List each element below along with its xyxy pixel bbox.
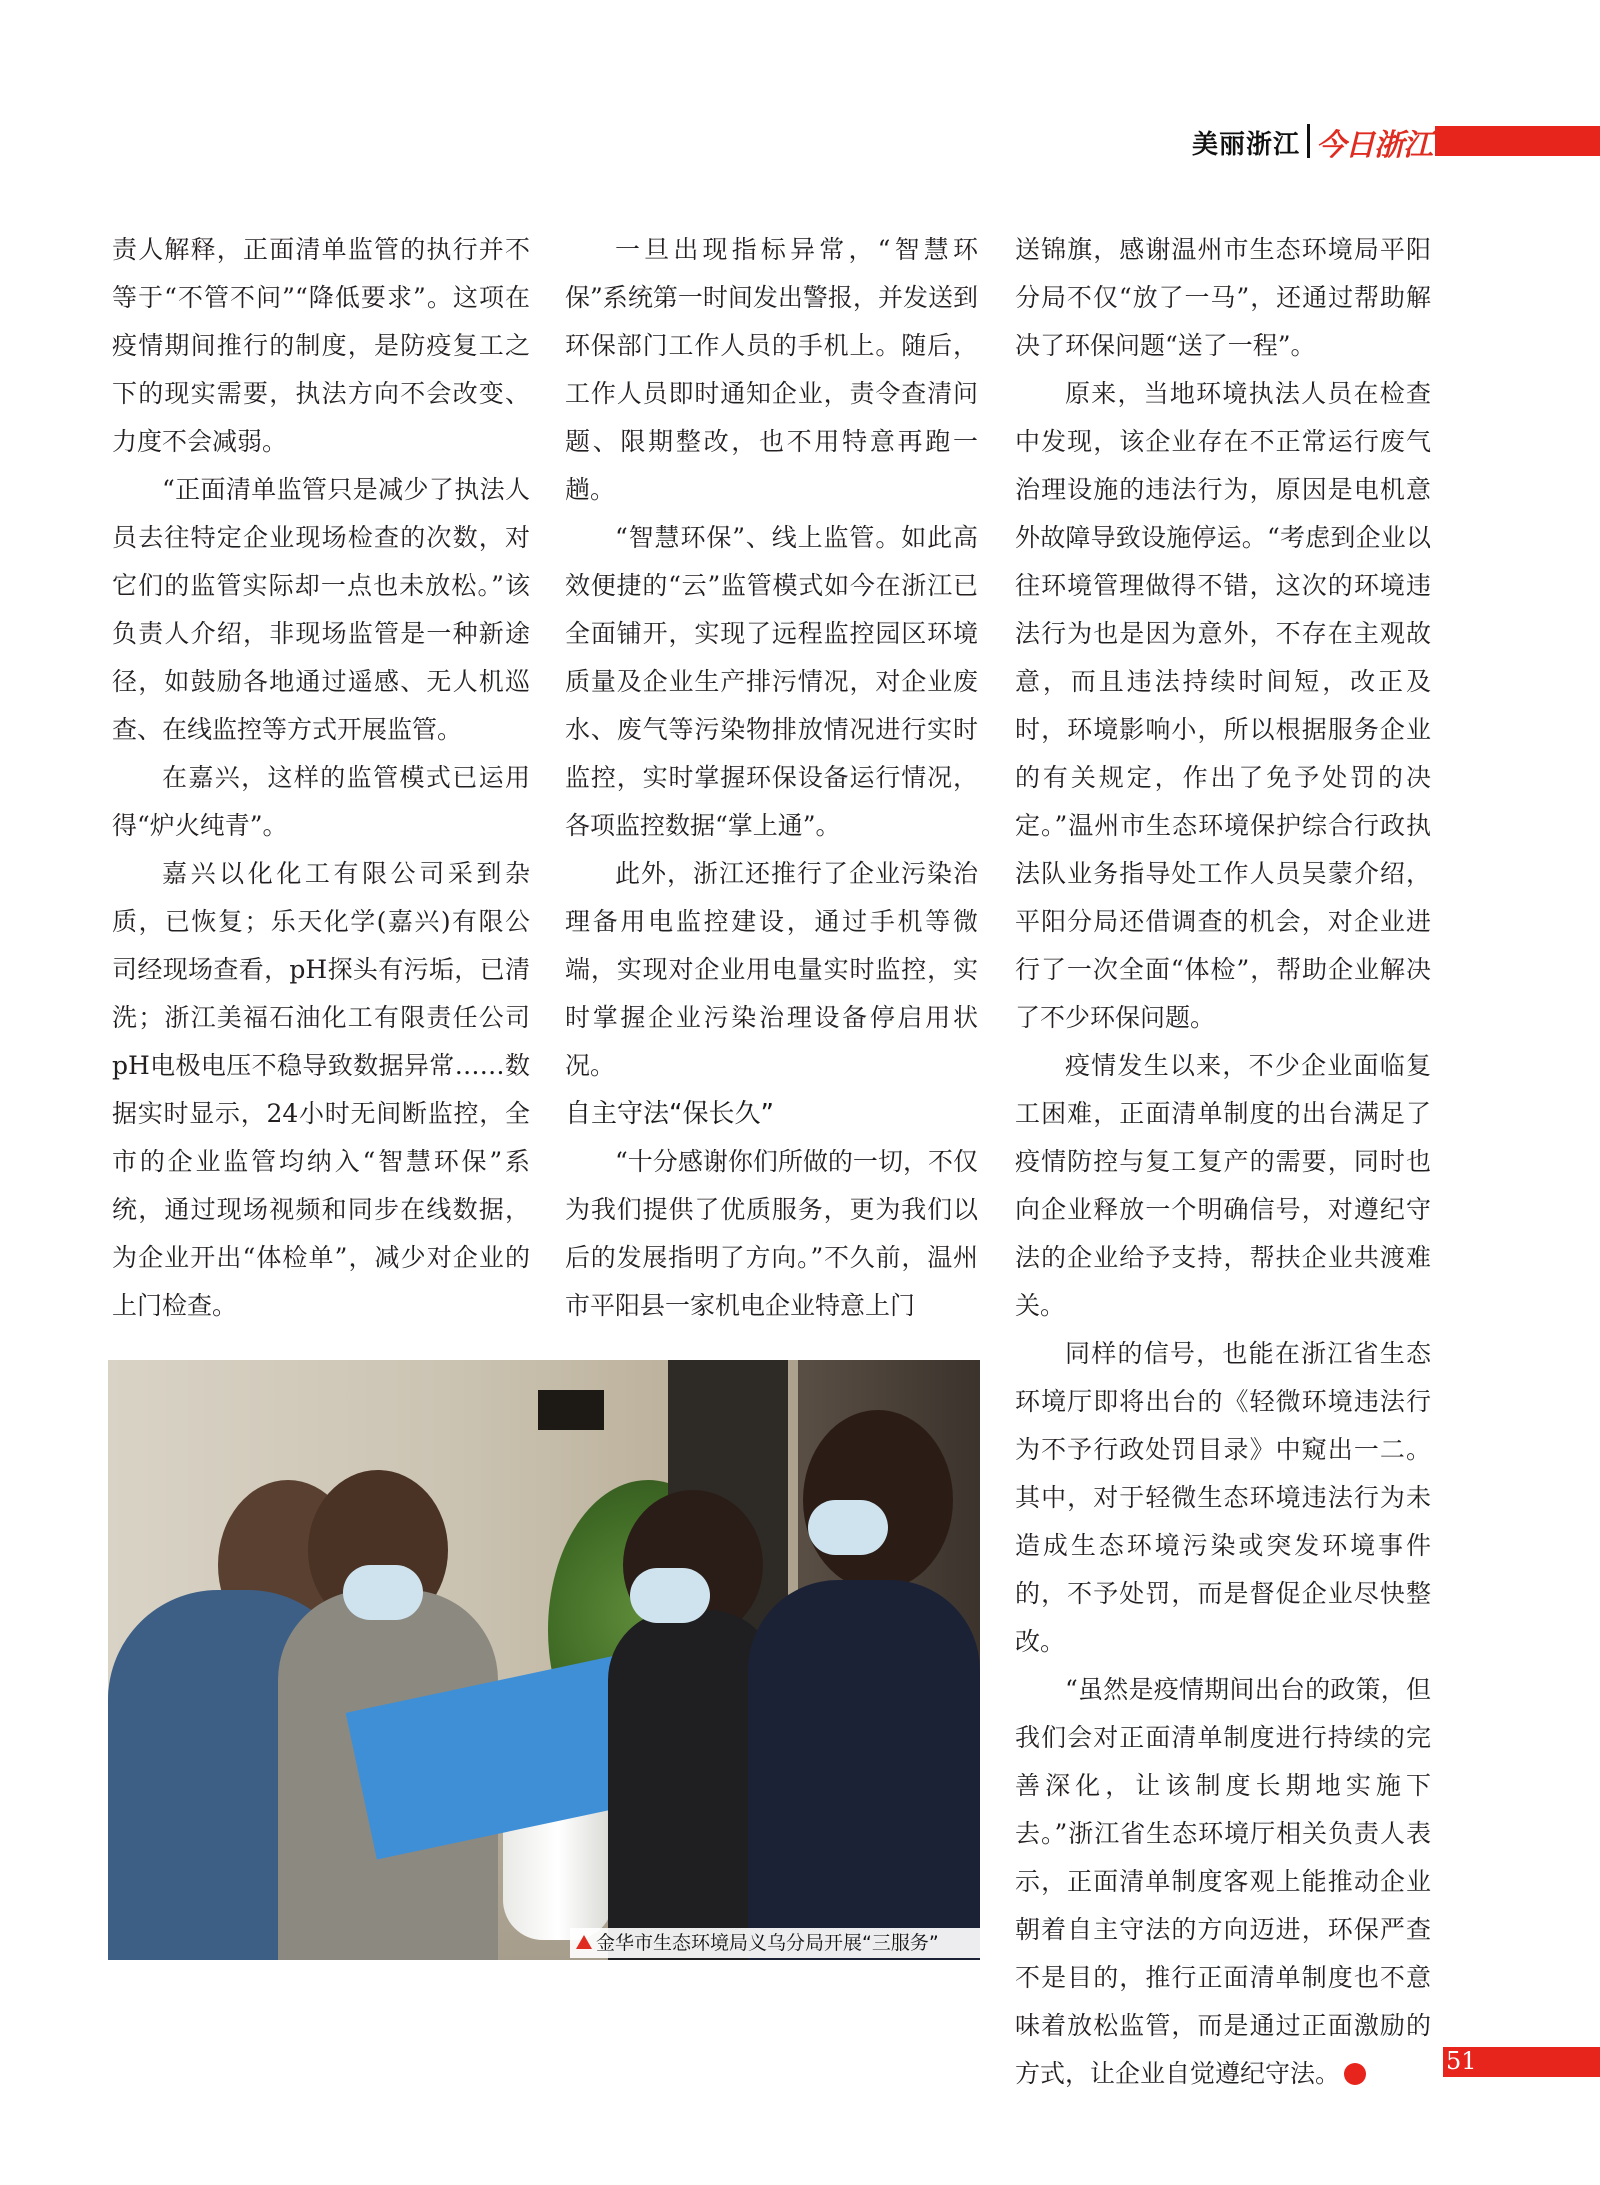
photo-caption-text: 金华市生态环境局义乌分局开展“三服务” (596, 1932, 939, 1954)
article-column-3 (1015, 226, 1431, 2098)
end-mark-icon (1344, 2063, 1366, 2085)
photo-person (748, 1580, 980, 1960)
paragraph-text: “虽然是疫情期间出台的政策，但我们会对正面清单制度进行持续的完善深化，让该制度长期地实施下去。”浙江省生态环境厅相关负责人表示，正面清单制度客观上能推动企业朝着自主守法的方向迈进，环保严查不是目的，推行正面清单制度也不意味着放松监管，而是通过正面激励的方式，让企业自觉遵纪守法。 (1015, 1675, 1431, 2088)
page-number: 51 (1446, 2047, 1477, 2075)
page-header (0, 120, 1600, 163)
header-divider (1307, 124, 1310, 158)
photo-caption (570, 1928, 981, 1958)
photo-person-head (803, 1410, 953, 1590)
photo-face-mask (808, 1500, 888, 1555)
caption-triangle-icon (576, 1935, 592, 1949)
paragraph: 疫情发生以来，不少企业面临复工困难，正面清单制度的出台满足了疫情防控与复工复产的需要，同时也向企业释放一个明确信号，对遵纪守法的企业给予支持，帮扶企业共渡难关。 (1015, 1051, 1431, 1320)
article-photo (108, 1360, 980, 1960)
paragraph: “正面清单监管只是减少了执法人员去往特定企业现场检查的次数，对它们的监管实际却一点也未放松。”该负责人介绍，非现场监管是一种新途径，如鼓励各地通过遥感、无人机巡查、在线监控等方式开展监管。 (112, 475, 530, 744)
photo-face-mask (630, 1568, 710, 1623)
paragraph: 在嘉兴，这样的监管模式已运用得“炉火纯青”。 (112, 763, 530, 840)
paragraph-last (1015, 1666, 1431, 2098)
section-subheading: 自主守法“保长久” (565, 1099, 774, 1129)
section-name: 美丽浙江 (1191, 130, 1300, 160)
paragraph: 一旦出现指标异常，“智慧环保”系统第一时间发出警报，并发送到环保部门工作人员的手机上。随后，工作人员即时通知企业，责令查清问题、限期整改，也不用特意再跑一趟。 (565, 235, 978, 504)
header-accent-bar (1435, 126, 1600, 156)
paragraph: 原来，当地环境执法人员在检查中发现，该企业存在不正常运行废气治理设施的违法行为，原因是电机意外故障导致设施停运。“考虑到企业以往环境管理做得不错，这次的环境违法行为也是因为意外，不存在主观故意，而且违法持续时间短，改正及时，环境影响小，所以根据服务企业的有关规定，作出了免予处罚的决定。”温州市生态环境保护综合行政执法队业务指导处工作人员吴蒙介绍，平阳分局还借调查的机会，对企业进行了一次全面“体检”，帮助企业解决了不少环保问题。 (1015, 379, 1431, 1032)
article-column-2 (565, 226, 978, 1330)
article-column-1 (112, 226, 530, 1330)
paragraph: 此外，浙江还推行了企业污染治理备用电监控建设，通过手机等微端，实现对企业用电量实时监控，实时掌握企业污染治理设备停启用状况。 (565, 859, 978, 1080)
paragraph: 送锦旗，感谢温州市生态环境局平阳分局不仅“放了一马”，还通过帮助解决了环保问题“送了一程”。 (1015, 235, 1431, 360)
photo-face-mask (343, 1565, 423, 1620)
paragraph: 责人解释，正面清单监管的执行并不等于“不管不问”“降低要求”。这项在疫情期间推行的制度，是防疫复工之下的现实需要，执法方向不会改变、力度不会减弱。 (112, 235, 530, 456)
brand-logo: 今日浙江 (1316, 128, 1432, 163)
paragraph: “十分感谢你们所做的一切，不仅为我们提供了优质服务，更为我们以后的发展指明了方向。”不久前，温州市平阳县一家机电企业特意上门 (565, 1147, 978, 1320)
paragraph: “智慧环保”、线上监管。如此高效便捷的“云”监管模式如今在浙江已全面铺开，实现了远程监控园区环境质量及企业生产排污情况，对企业废水、废气等污染物排放情况进行实时监控，实时掌握环保设备运行情况，各项监控数据“掌上通”。 (565, 523, 978, 840)
paragraph: 嘉兴以化化工有限公司采到杂质，已恢复；乐天化学(嘉兴)有限公司经现场查看，pH探头有污垢，已清洗；浙江美福石油化工有限责任公司pH电极电压不稳导致数据异常……数据实时显示，24小时无间断监控，全市的企业监管均纳入“智慧环保”系统，通过现场视频和同步在线数据，为企业开出“体检单”，减少对企业的上门检查。 (112, 859, 530, 1320)
photo-wall-sign (538, 1390, 604, 1430)
paragraph: 同样的信号，也能在浙江省生态环境厅即将出台的《轻微环境违法行为不予行政处罚目录》中窥出一二。其中，对于轻微生态环境违法行为未造成生态环境污染或突发环境事件的，不予处罚，而是督促企业尽快整改。 (1015, 1339, 1431, 1656)
